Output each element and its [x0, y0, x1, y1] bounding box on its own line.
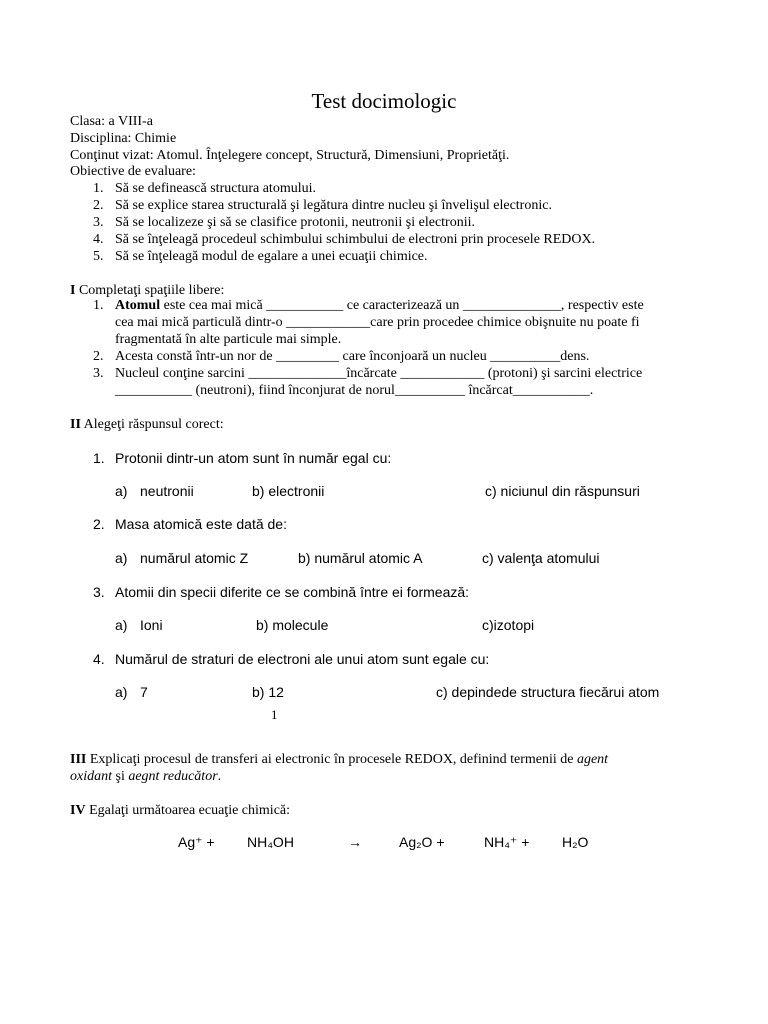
section2-heading-text: Alegeţi răspunsul corect: [83, 417, 224, 432]
question-text: Masa atomică este dată de: [115, 516, 287, 532]
option-a: a) [115, 550, 128, 566]
section1-heading-text: Completaţi spaţiile libere: [78, 283, 225, 298]
objective-item [93, 180, 316, 197]
content-line: Conţinut vizat: Atomul. Înţelegere concept, Structură, Dimensiuni, Proprietăţi. [70, 148, 510, 163]
fill-item-number: 3. [93, 366, 104, 381]
fill-item [93, 365, 642, 382]
equation-term: Ag⁺ + [178, 834, 215, 850]
question-number: 4. [93, 651, 105, 667]
objectives-label: Obiective de evaluare: [70, 164, 196, 179]
objective-number: 5. [93, 249, 104, 264]
section2-roman: II [70, 417, 81, 432]
discipline-line: Disciplina: Chimie [70, 131, 177, 146]
fill-item-number: 1. [93, 298, 104, 313]
objective-number: 1. [93, 181, 104, 196]
fill-item-number: 2. [93, 349, 104, 364]
question-number: 2. [93, 516, 105, 532]
question [93, 516, 287, 533]
section1-roman: I [70, 283, 76, 298]
option-a-text: neutronii [140, 483, 194, 499]
section3-line2: oxidant şi aegnt reducător. [70, 769, 222, 784]
section3-roman: III [70, 752, 87, 767]
equation-arrow: → [348, 834, 362, 850]
fill-item-line: ___________ (neutroni), fiind înconjurat de norul__________ încărcat___________. [115, 383, 594, 398]
equation-term: NH₄⁺ + [484, 834, 530, 850]
section4-heading: IV Egalaţi următoarea ecuaţie chimică: [70, 803, 291, 818]
page-title: Test docimologic [311, 89, 457, 113]
objective-item [93, 231, 595, 248]
fill-item-text: Acesta constă într-un nor de _________ care înconjoară un nucleu __________dens. [115, 349, 590, 364]
objective-text: Să se explice starea structurală şi legătura dintre nucleu şi învelişul electronic. [115, 198, 552, 213]
objective-item [93, 248, 428, 265]
question [93, 450, 391, 467]
objective-item [93, 214, 475, 231]
option-c: c) depindede structura fiecărui atom [436, 684, 660, 700]
option-a-text: numărul atomic Z [140, 550, 249, 566]
equation-term: NH₄OH [247, 834, 294, 850]
equation-term: H₂O [562, 834, 589, 850]
section4-roman: IV [70, 803, 86, 818]
section3-line1: III Explicaţi procesul de transferi ai electronic în procesele REDOX, definind termenii de agent [70, 752, 609, 767]
option-a: a) [115, 617, 128, 633]
fill-item-bold: Atomul [115, 298, 161, 313]
objective-text: Să se localizeze şi să se clasifice protonii, neutronii şi electronii. [115, 215, 475, 230]
option-a-text: Ioni [140, 617, 163, 633]
fill-item-text: este cea mai mică ___________ ce caracterizează un ______________, respectiv este [160, 298, 644, 313]
question [93, 584, 469, 601]
question-text: Atomii din specii diferite ce se combină între ei formează: [115, 584, 470, 600]
objective-item [93, 197, 552, 214]
option-b: b) electronii [252, 483, 325, 499]
objective-text: Să se înţeleagă procedeul schimbului schimbului de electroni prin procesele REDOX. [115, 232, 596, 247]
fill-item-line: fragmentată în alte particule mai simple. [115, 332, 342, 347]
section2-heading [70, 416, 224, 433]
objective-text: Să se înţeleagă modul de egalare a unei ecuaţii chimice. [115, 249, 428, 264]
objective-text: Să se definească structura atomului. [115, 181, 316, 196]
option-c: c) valenţa atomului [482, 550, 600, 566]
fill-item-line: cea mai mică particulă dintr-o ____________care prin procedee chimice obişnuite nu poate fi [115, 315, 640, 330]
class-line: Clasa: a VIII-a [70, 114, 153, 129]
question-number: 1. [93, 450, 105, 466]
fill-item [93, 297, 644, 314]
equation-term: Ag₂O + [399, 834, 445, 850]
question-number: 3. [93, 584, 105, 600]
option-a: a) [115, 483, 128, 499]
option-c: c)izotopi [482, 617, 535, 633]
question-text: Numărul de straturi de electroni ale unui atom sunt egale cu: [115, 651, 490, 667]
fill-item [93, 348, 589, 365]
option-b: b) 12 [252, 684, 284, 700]
page-number: 1 [271, 707, 278, 722]
fill-item-text: Nucleul conţine sarcini ______________încărcate ____________ (protoni) şi sarcini electrice [115, 366, 643, 381]
objective-number: 2. [93, 198, 104, 213]
question [93, 651, 489, 668]
option-a: a) [115, 684, 128, 700]
option-c: c) niciunul din răspunsuri [485, 483, 640, 499]
option-b: b) molecule [256, 617, 329, 633]
option-a-text: 7 [140, 684, 148, 700]
objective-number: 4. [93, 232, 104, 247]
objective-number: 3. [93, 215, 104, 230]
question-text: Protonii dintr-un atom sunt în număr egal cu: [115, 450, 392, 466]
option-b: b) numărul atomic A [298, 550, 423, 566]
